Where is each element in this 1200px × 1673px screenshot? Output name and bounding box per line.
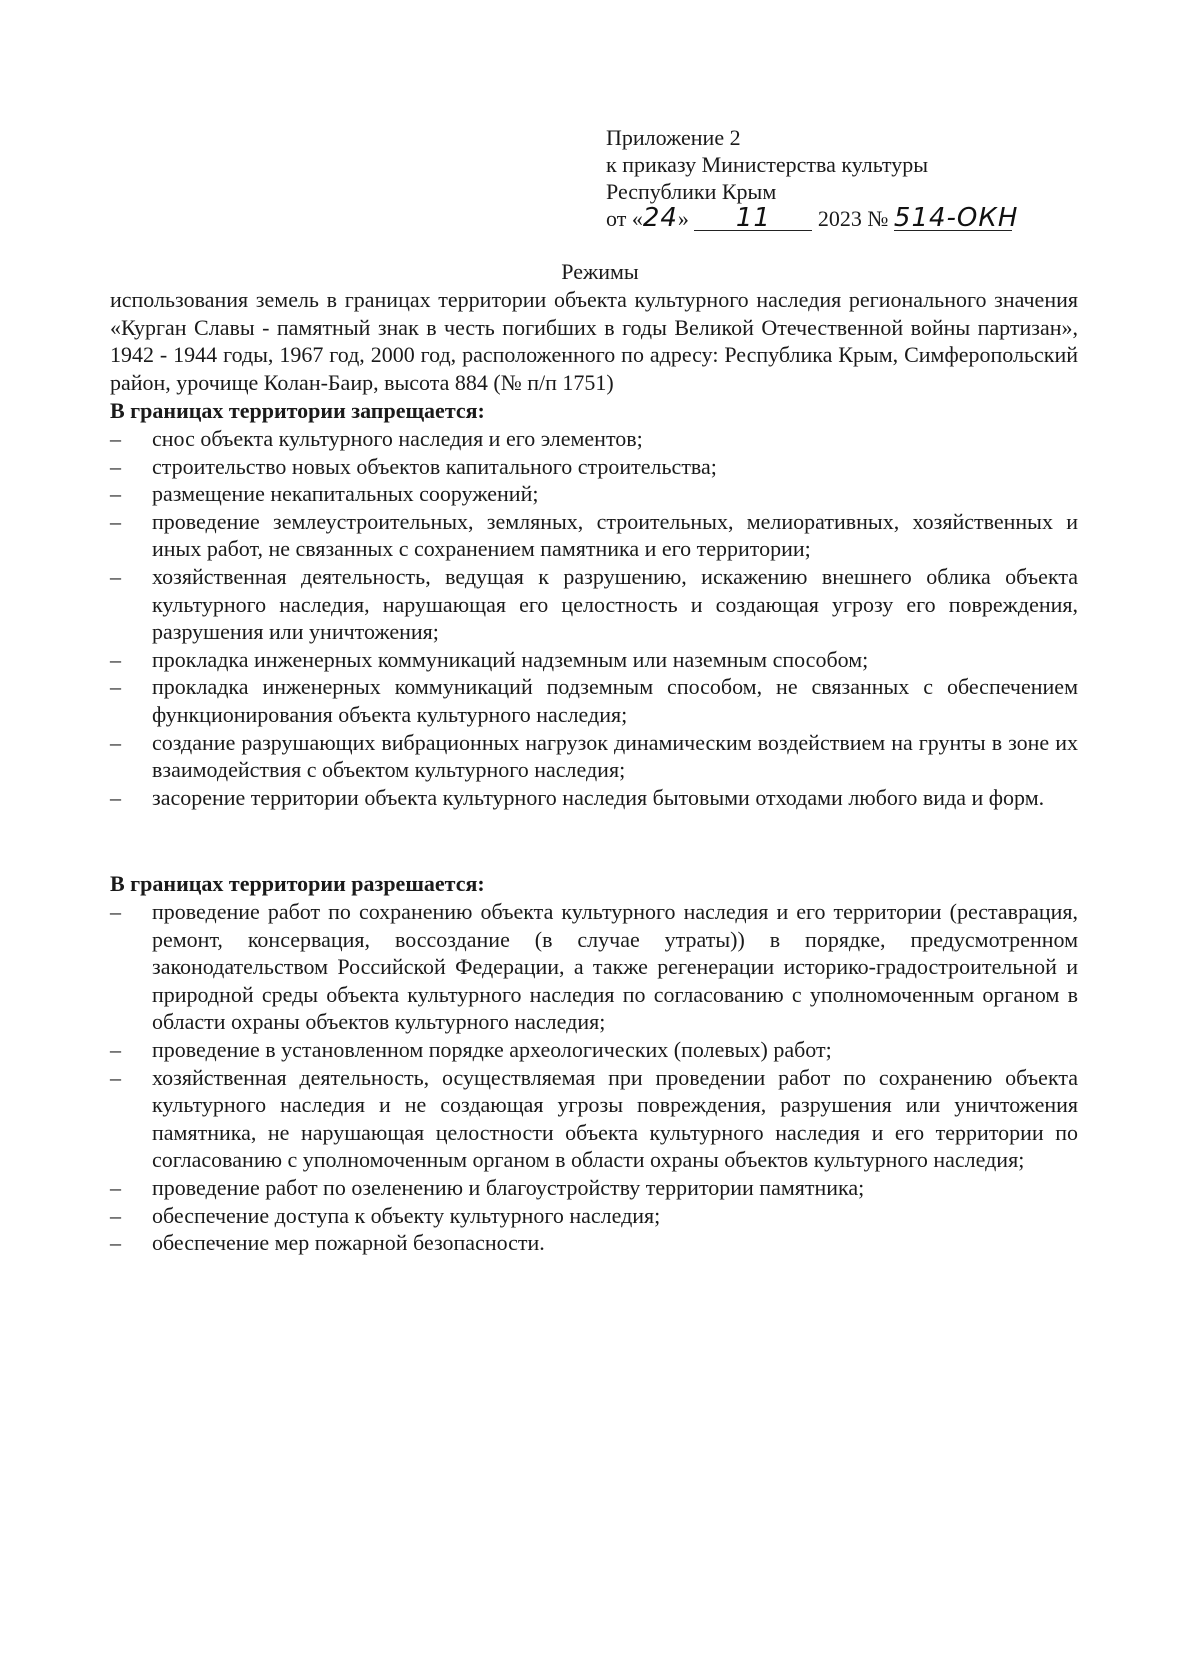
- list-item: [110, 1174, 1078, 1202]
- list-item: [110, 563, 1078, 646]
- list-item: [110, 1202, 1078, 1230]
- dash-marker: –: [110, 646, 121, 672]
- list-item-text: строительство новых объектов капитального строительства;: [152, 453, 717, 479]
- list-item: [110, 1064, 1078, 1174]
- list-item-text: обеспечение мер пожарной безопасности.: [152, 1230, 545, 1256]
- date-mid: »: [677, 206, 689, 231]
- list-item: [110, 784, 1078, 812]
- list-item-text: хозяйственная деятельность, осуществляемая при проведении работ по сохранению объекта культурного наследия и не создающая угрозы повреждения, разрушения или уничтожения памятника, не нарушающая целостности объекта культурного наследия и его территории по согласованию с уполномоченным органом в области охраны объектов культурного наследия;: [152, 1064, 1078, 1173]
- list-item: [110, 898, 1078, 1036]
- list-item: [110, 508, 1078, 563]
- prohibited-list: [110, 425, 1078, 811]
- dash-marker: –: [110, 481, 121, 507]
- handwritten-day: 24: [642, 203, 678, 233]
- handwritten-month: 11: [735, 203, 771, 233]
- list-item-text: обеспечение доступа к объекту культурного наследия;: [152, 1202, 661, 1228]
- list-item-text: проведение землеустроительных, земляных, строительных, мелиоративных, хозяйственных и иных работ, не связанных с сохранением памятника и его территории;: [152, 508, 1078, 562]
- dash-marker: –: [110, 1036, 121, 1062]
- dash-marker: –: [110, 508, 121, 534]
- list-item: [110, 673, 1078, 728]
- dash-marker: –: [110, 899, 121, 924]
- dash-marker: –: [110, 1230, 121, 1256]
- dash-marker: –: [110, 1174, 121, 1200]
- document-intro: использования земель в границах территории объекта культурного наследия регионального значения «Курган Славы - памятный знак в честь погибших в годы Великой Отечественной войны партизан», 1942 - 1944 годы, 1967 год, 2000 год, расположенного по адресу: Республика Крым, Симферопольский район, урочище Колан-Баир, высота 884 (№ п/п 1751): [110, 287, 1078, 395]
- list-item-text: проведение в установленном порядке археологических (полевых) работ;: [152, 1036, 832, 1062]
- order-number-field: [893, 203, 1019, 233]
- dash-marker: –: [110, 453, 121, 479]
- permitted-heading: В границах территории разрешается:: [110, 871, 485, 896]
- list-item-text: хозяйственная деятельность, ведущая к разрушению, искажению внешнего облика объекта культурного наследия, нарушающая его целостность и создающая угрозу его повреждения, разрушения или уничтожения;: [152, 563, 1078, 645]
- list-item-text: размещение некапитальных сооружений;: [152, 481, 539, 507]
- month-field: [694, 203, 812, 233]
- list-item-text: проведение работ по сохранению объекта культурного наследия и его территории (реставрация, ремонт, консервация, воссоздание (в случае утраты)) в порядке, предусмотренном законодательством Российской Федерации, а также регенерации историко-градостроительной и природной среды объекта культурного наследия по согласованию с уполномоченным органом в области охраны объектов культурного наследия;: [152, 899, 1078, 1035]
- list-item: [110, 425, 1078, 453]
- document-title: Режимы: [561, 259, 639, 284]
- list-item-text: засорение территории объекта культурного наследия бытовыми отходами любого вида и форм.: [152, 784, 1045, 810]
- appendix-header: [606, 124, 1126, 232]
- list-item-text: снос объекта культурного наследия и его элементов;: [152, 426, 643, 451]
- dash-marker: –: [110, 729, 121, 755]
- order-date-line: [606, 205, 1126, 232]
- list-item-text: прокладка инженерных коммуникаций надземным или наземным способом;: [152, 646, 869, 672]
- list-item-text: прокладка инженерных коммуникаций подземным способом, не связанных с обеспечением функционирования объекта культурного наследия;: [152, 674, 1078, 727]
- list-item: [110, 1229, 1078, 1257]
- list-item: [110, 729, 1078, 784]
- permitted-list: [110, 898, 1078, 1257]
- list-item-text: проведение работ по озеленению и благоустройству территории памятника;: [152, 1174, 865, 1200]
- appendix-number: Приложение 2: [606, 125, 741, 150]
- list-item: [110, 480, 1078, 508]
- dash-marker: –: [110, 784, 121, 810]
- republic-name: Республики Крым: [606, 179, 777, 204]
- list-item: [110, 1036, 1078, 1064]
- dash-marker: –: [110, 674, 121, 700]
- dash-marker: –: [110, 1064, 121, 1090]
- order-reference: к приказу Министерства культуры: [606, 152, 929, 177]
- dash-marker: –: [110, 426, 121, 451]
- list-item-text: создание разрушающих вибрационных нагрузок динамическим воздействием на грунты в зоне их взаимодействия с объектом культурного наследия;: [152, 729, 1078, 783]
- prohibited-heading: В границах территории запрещается:: [110, 398, 485, 423]
- date-prefix: от «: [606, 206, 643, 231]
- dash-marker: –: [110, 563, 121, 589]
- year-and-number-label: 2023 №: [817, 206, 889, 231]
- list-item: [110, 646, 1078, 674]
- handwritten-order-number: 514-ОКН: [893, 203, 1019, 233]
- dash-marker: –: [110, 1202, 121, 1228]
- list-item: [110, 453, 1078, 481]
